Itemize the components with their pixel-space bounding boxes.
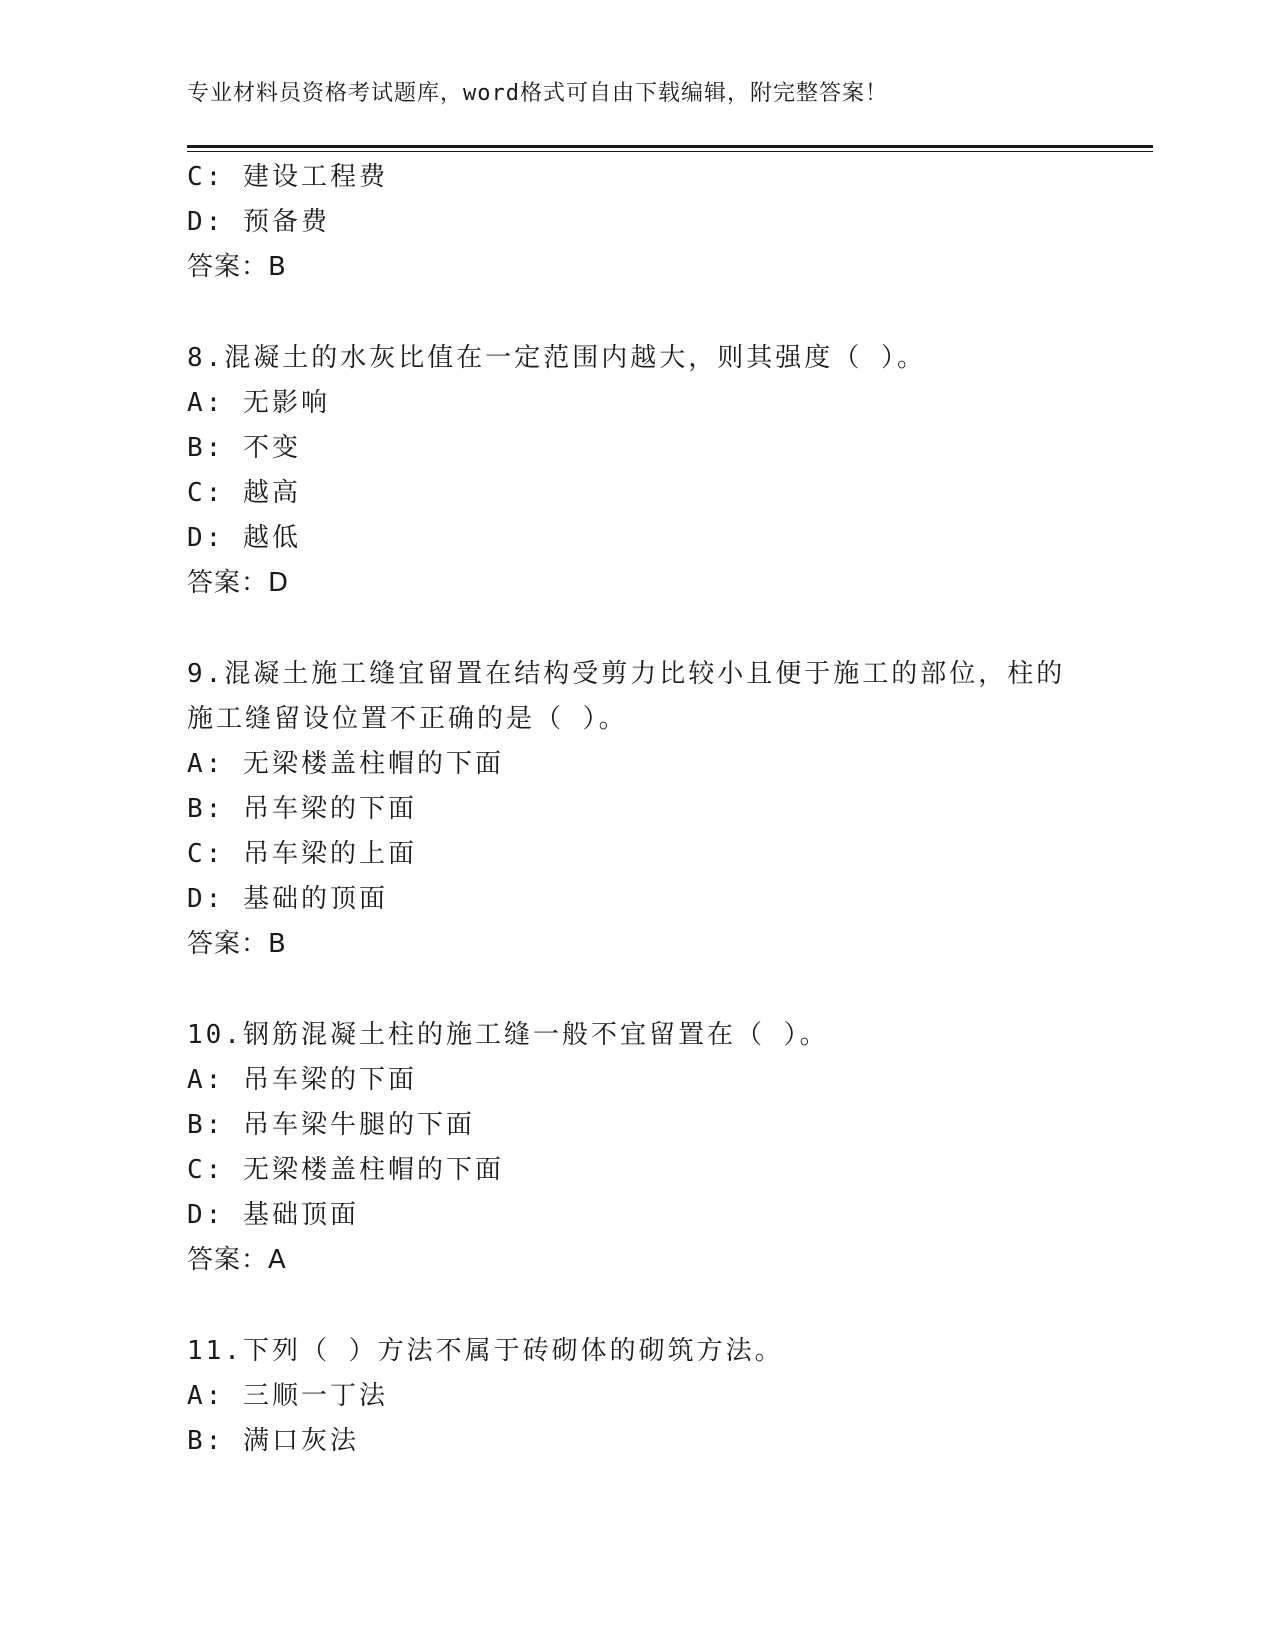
option-line: C: 越高	[187, 478, 301, 508]
question-11	[187, 1329, 1087, 1464]
question-stem: 10.钢筋混凝土柱的施工缝一般不宜留置在（ ）。	[187, 1020, 829, 1050]
option-line: C: 吊车梁的上面	[187, 839, 417, 869]
option-line: A: 无梁楼盖柱帽的下面	[187, 749, 504, 779]
question-8	[187, 336, 1087, 606]
answer-line: 答案：D	[187, 568, 290, 598]
answer-line: 答案：B	[187, 252, 287, 282]
question-stem-continued: 施工缝留设位置不正确的是（ ）。	[187, 704, 628, 734]
option-line: B: 吊车梁牛腿的下面	[187, 1110, 475, 1140]
option-line: C: 无梁楼盖柱帽的下面	[187, 1155, 504, 1185]
question-stem: 11.下列（ ）方法不属于砖砌体的砌筑方法。	[187, 1336, 784, 1366]
option-line: A: 三顺一丁法	[187, 1381, 388, 1411]
option-line: B: 满口灰法	[187, 1426, 359, 1456]
option-line: D: 越低	[187, 523, 301, 553]
previous-question-tail	[187, 155, 1087, 290]
question-9	[187, 652, 1087, 967]
answer-line: 答案：B	[187, 929, 287, 959]
header-rule-thick	[187, 145, 1153, 148]
header-rule-thin	[187, 151, 1153, 152]
option-line: C: 建设工程费	[187, 162, 388, 192]
option-line: B: 吊车梁的下面	[187, 794, 417, 824]
option-line: A: 吊车梁的下面	[187, 1065, 417, 1095]
question-content	[187, 155, 1087, 1464]
option-line: D: 基础的顶面	[187, 884, 388, 914]
answer-line: 答案：A	[187, 1245, 287, 1275]
option-line: D: 基础顶面	[187, 1200, 359, 1230]
option-line: B: 不变	[187, 433, 301, 463]
option-line: A: 无影响	[187, 388, 330, 418]
question-10	[187, 1013, 1087, 1283]
question-stem: 8.混凝土的水灰比值在一定范围内越大，则其强度（ ）。	[187, 343, 926, 373]
page-header: 专业材料员资格考试题库，word格式可自由下载编辑，附完整答案！	[187, 81, 888, 106]
question-stem: 9.混凝土施工缝宜留置在结构受剪力比较小且便于施工的部位，柱的	[187, 659, 1066, 689]
option-line: D: 预备费	[187, 207, 330, 237]
